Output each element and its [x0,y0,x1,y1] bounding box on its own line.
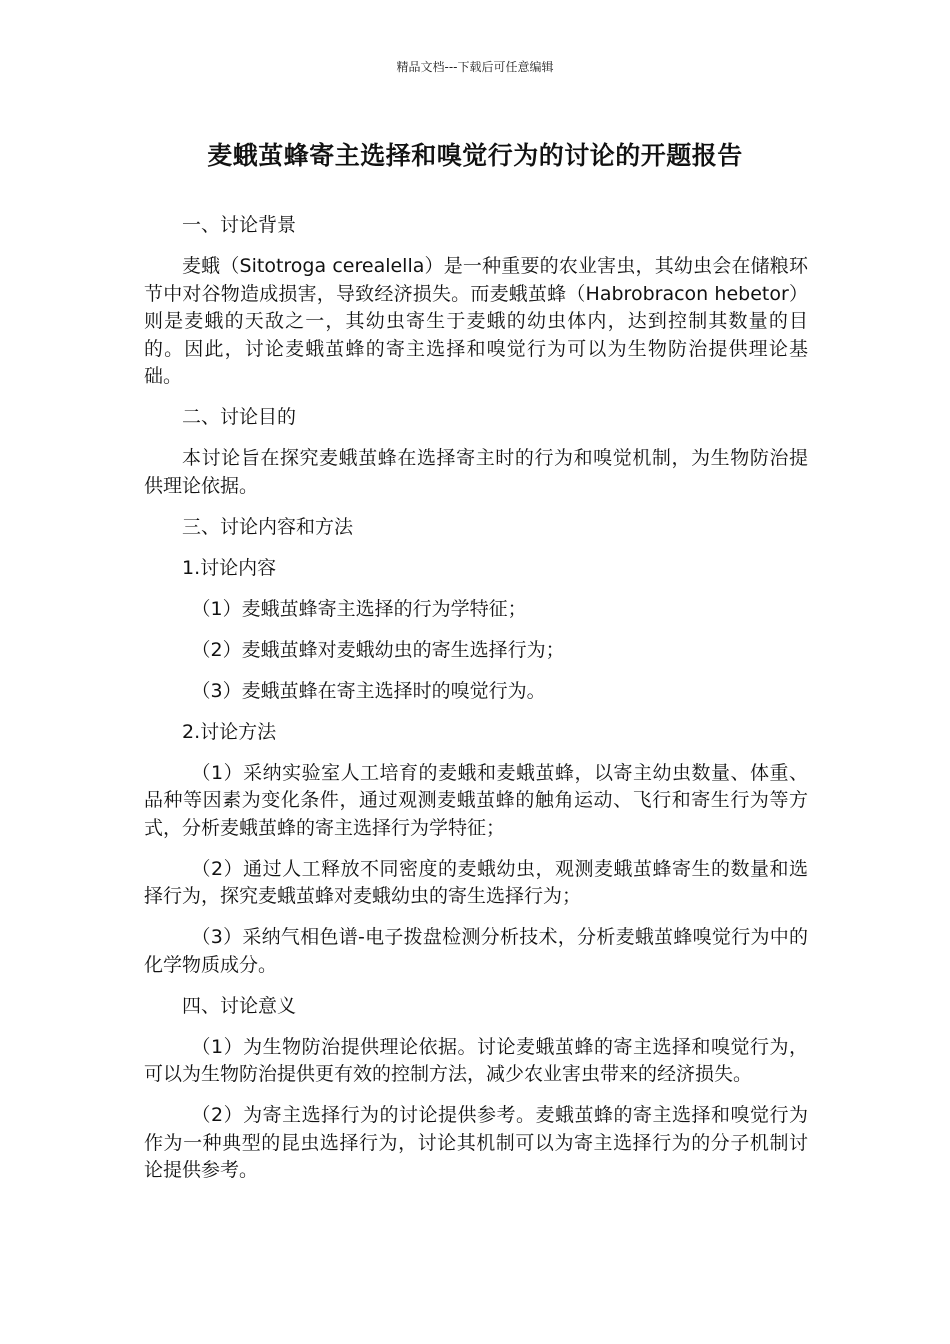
content-item-1: （1）麦蛾茧蜂寄主选择的行为学特征； [191,597,527,620]
paragraph-background: 麦蛾（Sitotroga cerealella）是一种重要的农业害虫，其幼虫会在储粮环节中对谷物造成损害，导致经济损失。而麦蛾茧蜂（Habrobracon hebetor）则是麦蛾的天敌之一，其幼虫寄生于麦蛾的幼虫体内，达到控制其数量的目的。因此，讨论麦蛾茧蜂的寄主选择和嗅觉行为可以为生物防治提供理论基础。 [144,255,808,387]
significance-item-1: （1）为生物防治提供理论依据。讨论麦蛾茧蜂的寄主选择和嗅觉行为，可以为生物防治提供更有效的控制方法，减少农业害虫带来的经济损失。 [144,1035,808,1085]
paragraph-purpose: 本讨论旨在探究麦蛾茧蜂在选择寄主时的行为和嗅觉机制，为生物防治提供理论依据。 [144,447,808,497]
subheading-content: 1.讨论内容 [182,556,277,579]
document-body [144,212,808,1198]
section-heading-significance: 四、讨论意义 [182,994,297,1017]
section-heading-purpose: 二、讨论目的 [182,406,297,428]
header-note: 精品文档---下载后可任意编辑 [396,60,554,74]
content-item-3: （3）麦蛾茧蜂在寄主选择时的嗅觉行为。 [191,679,546,702]
content-item-2: （2）麦蛾茧蜂对麦蛾幼虫的寄生选择行为； [191,638,565,661]
section-heading-background: 一、讨论背景 [182,214,297,236]
method-item-3: （3）采纳气相色谱-电子拨盘检测分析技术，分析麦蛾茧蜂嗅觉行为中的化学物质成分。 [144,926,808,976]
page-title: 麦蛾茧蜂寄主选择和嗅觉行为的讨论的开题报告 [207,141,743,170]
significance-item-2: （2）为寄主选择行为的讨论提供参考。麦蛾茧蜂的寄主选择和嗅觉行为作为一种典型的昆虫选择行为，讨论其机制可以为寄主选择行为的分子机制讨论提供参考。 [144,1104,808,1181]
method-item-2: （2）通过人工释放不同密度的麦蛾幼虫，观测麦蛾茧蜂寄生的数量和选择行为，探究麦蛾茧蜂对麦蛾幼虫的寄生选择行为； [144,857,808,907]
section-heading-content-methods: 三、讨论内容和方法 [182,515,354,538]
subheading-methods: 2.讨论方法 [182,720,277,743]
method-item-1: （1）采纳实验室人工培育的麦蛾和麦蛾茧蜂，以寄主幼虫数量、体重、品种等因素为变化条件，通过观测麦蛾茧蜂的触角运动、飞行和寄生行为等方式，分析麦蛾茧蜂的寄主选择行为学特征； [144,761,808,839]
